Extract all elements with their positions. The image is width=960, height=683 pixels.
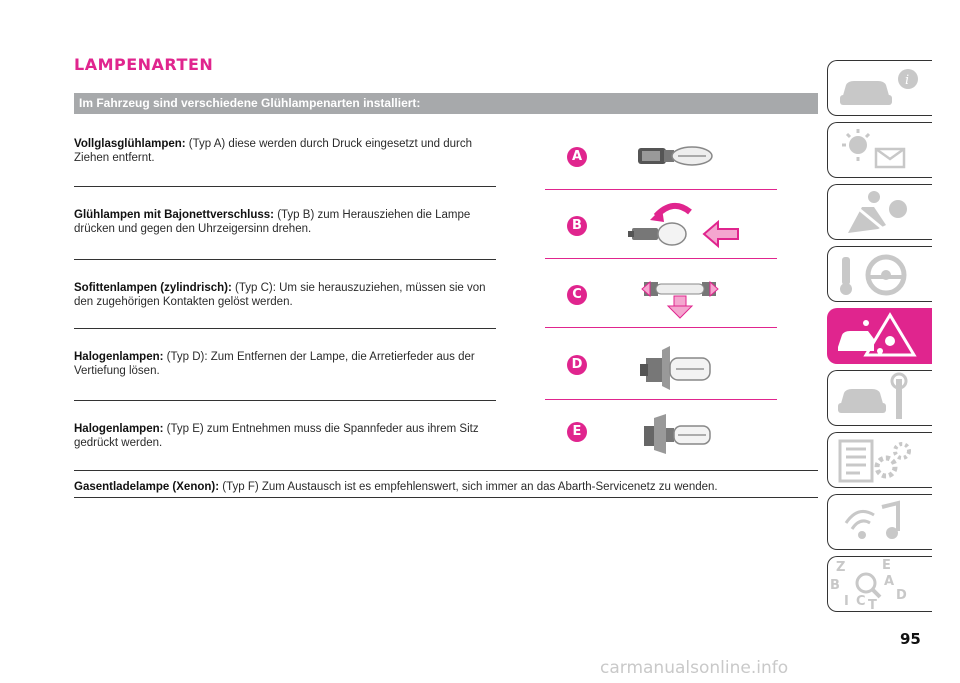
entry-term: Vollglasglühlampen: (74, 138, 186, 150)
entry-type-f (74, 480, 818, 494)
tab-technical-data[interactable] (827, 432, 932, 488)
entry-text: (Typ B) zum Herausziehen die Lampe drücken und gegen den Uhrzeigersinn drehen. (74, 209, 471, 235)
tab-multimedia[interactable] (827, 494, 932, 550)
index-letter: A (884, 574, 895, 589)
index-letter: T (868, 598, 877, 613)
bulb-type-c-illustration (640, 272, 720, 320)
pink-separator (545, 399, 777, 400)
watermark: carmanualsonline.info (600, 658, 789, 678)
key-steering-wheel-icon (828, 247, 933, 303)
entry-type-e (74, 422, 504, 450)
dashboard-lights-icon (828, 123, 933, 179)
tab-maintenance[interactable] (827, 370, 932, 426)
svg-text:i: i (905, 73, 910, 88)
divider (74, 259, 496, 260)
divider (74, 400, 496, 401)
alphabetical-index-icon (828, 557, 933, 613)
entry-text: (Typ A) diese werden durch Druck eingesetzt und durch Ziehen entfernt. (74, 138, 472, 164)
tab-emergency[interactable] (827, 308, 932, 364)
tab-index[interactable] (827, 556, 932, 612)
bulb-type-d-illustration (636, 340, 716, 396)
index-letter: E (882, 558, 891, 573)
entry-text: (Typ F) Zum Austausch ist es empfehlenswert, sich immer an das Abarth-Servicenetz zu wenden. (219, 481, 718, 493)
divider (74, 497, 818, 498)
entry-text: (Typ E) zum Entnehmen muss die Spannfeder aus ihrem Sitz gedrückt werden. (74, 423, 479, 449)
tab-dashboard-lights[interactable] (827, 122, 932, 178)
car-info-icon (828, 61, 933, 117)
pink-separator (545, 327, 777, 328)
lamp-label-b: B (567, 216, 587, 236)
lamp-label-a: A (567, 147, 587, 167)
bulb-type-a-illustration (636, 138, 716, 174)
entry-term: Halogenlampen: (74, 351, 164, 363)
divider (74, 470, 818, 471)
entry-type-c (74, 281, 504, 309)
divider (74, 186, 496, 187)
tab-safety[interactable] (827, 184, 932, 240)
index-letter: Z (836, 560, 846, 575)
entry-text: (Typ C): Um sie herauszuziehen, müssen sie von den zugehörigen Kontakten gelöst werden. (74, 282, 486, 308)
lamp-label-d: D (567, 355, 587, 375)
entry-type-d (74, 350, 504, 378)
bulb-type-e-illustration (636, 410, 716, 460)
index-letter: B (830, 578, 840, 593)
divider (74, 328, 496, 329)
entry-term: Glühlampen mit Bajonettverschluss: (74, 209, 275, 221)
pink-separator (545, 258, 777, 259)
section-banner: Im Fahrzeug sind verschiedene Glühlampenarten installiert: (74, 93, 818, 114)
tab-starting-driving[interactable] (827, 246, 932, 302)
entry-term: Sofittenlampen (zylindrisch): (74, 282, 232, 294)
index-letter: D (896, 588, 907, 603)
car-maintenance-icon (828, 371, 933, 427)
technical-data-icon (828, 433, 933, 489)
page-title: LAMPENARTEN (74, 55, 214, 74)
entry-term: Gasentladelampe (Xenon): (74, 481, 220, 493)
index-letter: I (844, 594, 849, 609)
airbag-safety-icon (828, 185, 933, 241)
entry-type-a (74, 137, 504, 165)
entry-text: (Typ D): Zum Entfernen der Lampe, die Arretierfeder aus der Vertiefung lösen. (74, 351, 475, 377)
index-letter: C (856, 594, 866, 609)
bulb-type-b-illustration (628, 198, 743, 254)
entry-term: Halogenlampen: (74, 423, 164, 435)
pink-separator (545, 189, 777, 190)
page-number: 95 (900, 630, 921, 648)
multimedia-icon (828, 495, 933, 551)
entry-type-b (74, 208, 504, 236)
tab-car-info[interactable] (827, 60, 932, 116)
lamp-label-e: E (567, 422, 587, 442)
emergency-warning-icon (828, 309, 933, 365)
lamp-label-c: C (567, 285, 587, 305)
